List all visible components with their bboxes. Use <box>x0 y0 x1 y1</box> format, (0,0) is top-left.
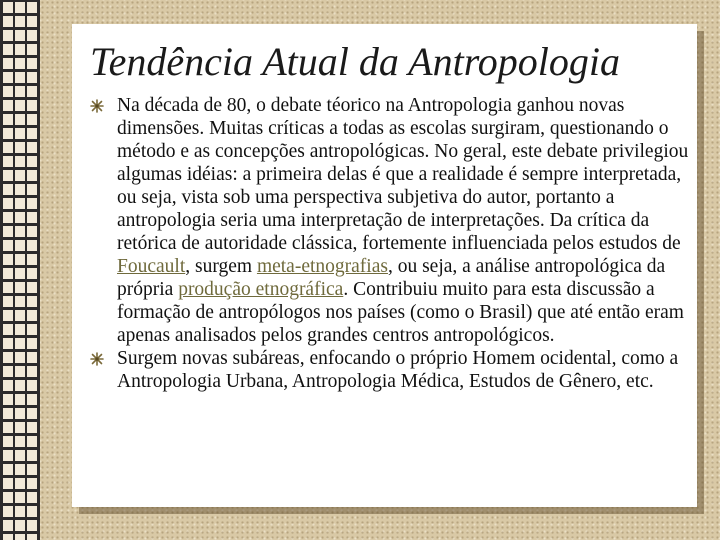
decorative-side-border <box>0 0 40 540</box>
asterisk-bullet-icon <box>90 99 104 113</box>
slide-panel <box>72 24 697 507</box>
bullet-item <box>90 94 690 347</box>
link-foucault[interactable]: Foucault <box>117 256 186 277</box>
bullet-text: , ou seja, a análise antropológica da própria <box>117 256 666 300</box>
slide-title: Tendência Atual da Antropologia <box>90 39 621 84</box>
link-meta-etnografias[interactable]: meta-etnografias <box>256 256 388 277</box>
bullet-text: , surgem <box>185 256 257 277</box>
link-producao-etnografica[interactable]: produção etnográfica <box>178 279 344 300</box>
bullet-text: Surgem novas subáreas, enfocando o próprio Homem ocidental, como a Antropologia Urbana, Antropologia Médica, Estudos de Gênero, etc. <box>117 348 679 392</box>
asterisk-bullet-icon <box>90 352 104 366</box>
bullet-list <box>90 94 690 393</box>
bullet-text: Na década de 80, o debate téorico na Antropologia ganhou novas dimensões. Muitas críticas a todas as escolas surgiram, questionando o método e as concepções antropológicas. No geral, este debate privilegiou algumas idéias: a primeira delas é que a realidade é sempre interpretada, ou seja, vista sob uma perspectiva subjetiva do autor, portanto a antropologia seria uma interpretação de interpretações. Da crítica da retórica de autoridade clássica, fortemente influenciada pelos estudos de <box>117 95 689 254</box>
bullet-item <box>90 347 690 393</box>
bullet-text: . Contribuiu muito para esta discussão a formação de antropólogos nos países (como o Brasil) que até então eram apenas analisados pelos grandes centros antropológicos. <box>117 279 684 346</box>
